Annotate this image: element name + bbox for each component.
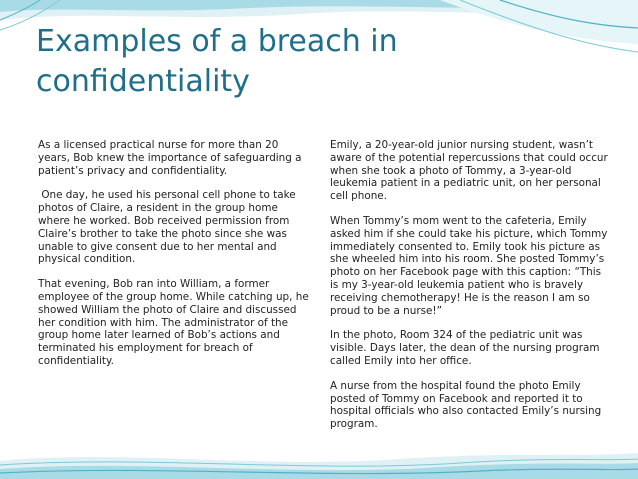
left-column [38, 139, 310, 380]
slide-title: Examples of a breach in confidentiality [36, 24, 398, 99]
left-paragraph-3: That evening, Bob ran into William, a former employee of the group home. While catching up, he showed William the photo of Claire and discussed her condition with him. The administrator of the group home later learned of Bob’s actions and terminated his employment for breach of confidentiality. [38, 278, 309, 367]
right-paragraph-3: In the photo, Room 324 of the pediatric unit was visible. Days later, the dean of the nursing program called Emily into her office. [330, 329, 600, 367]
right-paragraph-4: A nurse from the hospital found the photo Emily posted of Tommy on Facebook and reported it to hospital officials who also contacted Emily’s nursing program. [330, 379, 602, 431]
right-paragraph-2: When Tommy’s mom went to the cafeteria, Emily asked him if she could take his picture, which Tommy immediately consented to. Emily took his picture as she wheeled him into his room. She posted Tommy’s photo on her Facebook page with this caption: “This is my 3-year-old leukemia patient who is bravely receiving chemotherapy! He is the reason I am so proud to be a nurse!” [330, 214, 608, 317]
left-paragraph-2: One day, he used his personal cell phone to take photos of Claire, a resident in the group home where he worked. Bob received permission from Claire’s brother to take the photo since she was unable to give consent due to her mental and physical condition. [38, 189, 299, 266]
right-column [330, 139, 608, 443]
right-paragraph-1: Emily, a 20-year-old junior nursing student, wasn’t aware of the potential repercussions that could occur when she took a photo of Tommy, a 3-year-old leukemia patient in a pediatric unit, on her personal cell phone. [330, 139, 608, 203]
left-paragraph-1: As a licensed practical nurse for more than 20 years, Bob knew the importance of safeguarding a patient’s privacy and confidentiality. [38, 139, 302, 177]
